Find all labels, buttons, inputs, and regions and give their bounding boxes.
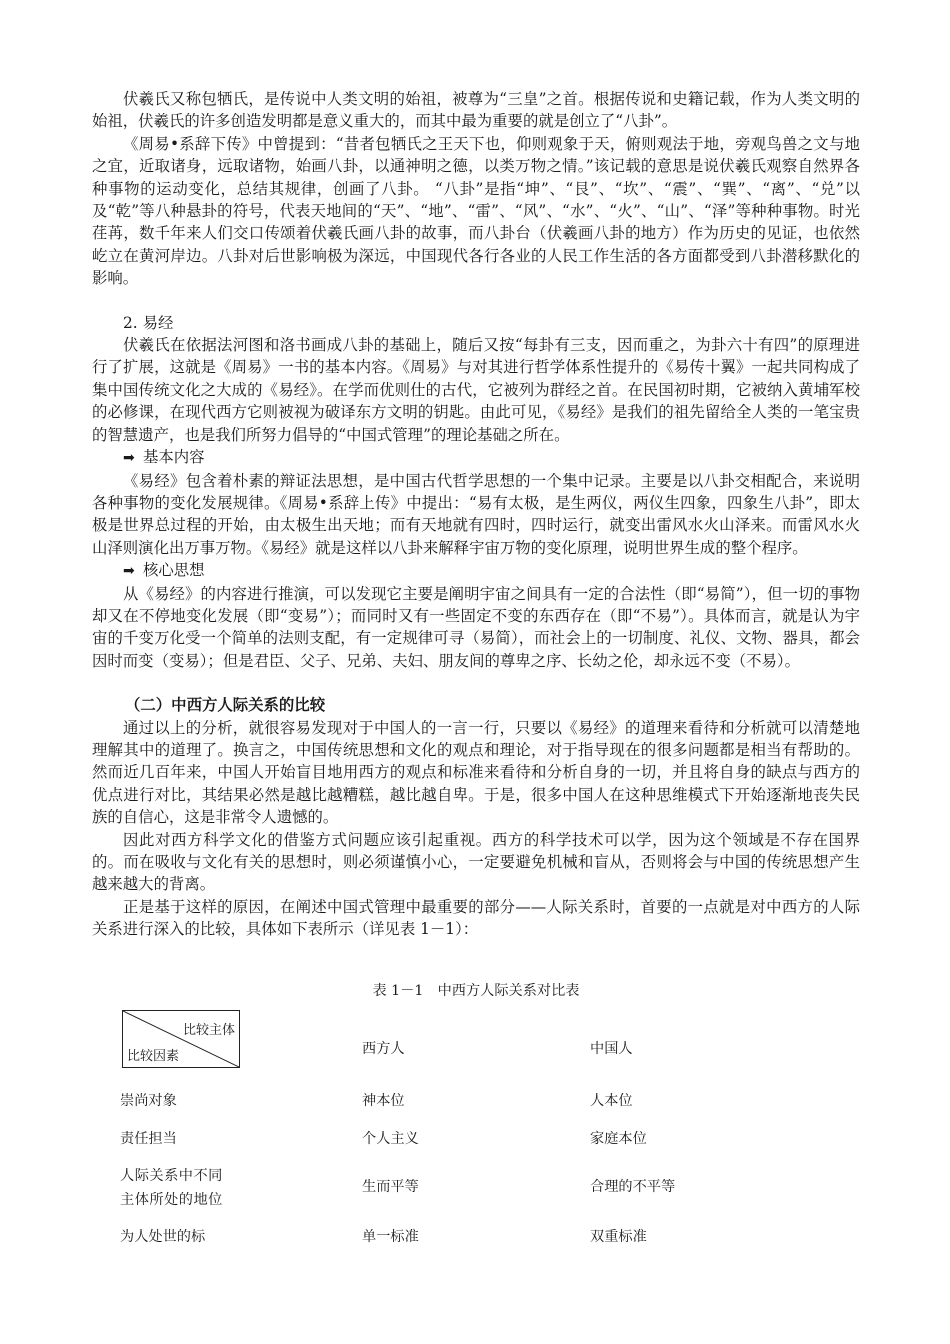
corner-factor-label: 比较因素 bbox=[127, 1049, 180, 1064]
column-header-china: 中国人 bbox=[590, 1041, 633, 1057]
row-china-value: 人本位 bbox=[590, 1093, 633, 1109]
row-china-value: 合理的不平等 bbox=[590, 1179, 676, 1195]
comparison-paragraph-3: 正是基于这样的原因，在阐述中国式管理中最重要的部分——人际关系时，首要的一点就是对中西方的人际关系进行深入的比较，具体如下表所示（详见表 1－1）： bbox=[92, 897, 860, 939]
corner-subject-label: 比较主体 bbox=[182, 1023, 235, 1038]
row-west-value: 个人主义 bbox=[362, 1131, 419, 1147]
row-west-value: 生而平等 bbox=[362, 1179, 419, 1195]
right-arrow-icon: ➡ bbox=[123, 563, 135, 580]
comparison-paragraph-1: 通过以上的分析，就很容易发现对于中国人的一言一行，只要以《易经》的道理来看待和分析就可以清楚地理解其中的道理了。换言之，中国传统思想和文化的观点和理论，对于指导现在的很多问题都是相当有帮助的。然而近几百年来，中国人开始盲目地用西方的观点和标准来看待和分析自身的一切，并且将自身的缺点与西方的优点进行对比，其结果必然是越比越糟糕，越比越自卑。于是，很多中国人在这种思维模式下开始逐渐地丧失民族的自信心，这是非常令人遗憾的。 bbox=[92, 718, 860, 827]
table-corner-header bbox=[122, 1010, 240, 1068]
core-thought-paragraph: 从《易经》的内容进行推演，可以发现它主要是阐明宇宙之间具有一定的合法性（即“易简”），但一切的事物却又在不停地变化发展（即“变易”）；而同时又有一些固定不变的东西存在（即“不易”）。具体而言，就是认为宇宙的千变万化受一个简单的法则支配，有一定规律可寻（易简），而社会上的一切制度、礼仪、文物、器具，都会因时而变（变易）；但是君臣、父子、兄弟、夫妇、朋友间的尊卑之序、长幼之伦，却永远不变（不易）。 bbox=[92, 584, 860, 670]
core-thought-heading bbox=[92, 559, 860, 582]
basic-content-heading bbox=[92, 446, 860, 469]
column-header-west: 西方人 bbox=[362, 1041, 405, 1057]
section-title-yijing: 2. 易经 bbox=[123, 313, 174, 332]
document-page bbox=[92, 88, 860, 1245]
basic-content-label: 基本内容 bbox=[143, 448, 205, 467]
right-arrow-icon: ➡ bbox=[123, 450, 135, 467]
row-factor: 崇尚对象 bbox=[120, 1093, 177, 1109]
section-title-comparison: （二）中西方人际关系的比较 bbox=[125, 696, 326, 715]
comparison-paragraph-2: 因此对西方科学文化的借鉴方式问题应该引起重视。西方的科学技术可以学，因为这个领域是不存在国界的。而在吸收与文化有关的思想时，则必须谨慎小心，一定要避免机械和盲从，否则将会与中国的传统思想产生越来越大的背离。 bbox=[92, 830, 860, 894]
table-caption: 表 1－1 中西方人际关系对比表 bbox=[372, 983, 580, 999]
yijing-paragraph: 伏羲氏在依据法河图和洛书画成八卦的基础上，随后又按“每卦有三支，因而重之，为卦六十有四”的原理进行了扩展，这就是《周易》一书的基本内容。《周易》与对其进行哲学体系性提升的《易传十翼》一起共同构成了集中国传统文化之大成的《易经》。在学而优则仕的古代，它被列为群经之首。在民国初时期，它被纳入黄埔军校的必修课，在现代西方它则被视为破译东方文明的钥匙。由此可见，《易经》是我们的祖先留给全人类的一笔宝贵的智慧遗产，也是我们所努力倡导的“中国式管理”的理论基础之所在。 bbox=[92, 336, 860, 444]
core-thought-label: 核心思想 bbox=[143, 561, 205, 580]
intro-paragraph-1: 伏羲氏又称包牺氏，是传说中人类文明的始祖，被尊为“三皇”之首。根据传说和史籍记载，作为人类文明的始祖，伏羲氏的许多创造发明都是意义重大的，而其中最为重要的就是创立了“八卦”。 bbox=[92, 90, 860, 131]
row-china-value: 双重标准 bbox=[590, 1229, 647, 1245]
row-west-value: 单一标准 bbox=[362, 1229, 419, 1245]
row-west-value: 神本位 bbox=[362, 1093, 405, 1109]
row-factor: 责任担当 bbox=[120, 1131, 177, 1147]
row-factor: 人际关系中不同主体所处的地位 bbox=[120, 1168, 223, 1208]
row-china-value: 家庭本位 bbox=[590, 1131, 647, 1147]
basic-content-paragraph: 《易经》包含着朴素的辩证法思想，是中国古代哲学思想的一个集中记录。主要是以八卦交相配合，来说明各种事物的变化发展规律。《周易•系辞上传》中提出：“易有太极，是生两仪，两仪生四象，四象生八卦”，即太极是世界总过程的开始，由太极生出天地；而有天地就有四时，四时运行，就变出雷风水火山泽来。而雷风水火山泽则演化出万事万物。《易经》就是这样以八卦来解释宇宙万物的变化原理，说明世界生成的整个程序。 bbox=[92, 471, 860, 557]
intro-paragraph-2: 《周易•系辞下传》中曾提到：“昔者包牺氏之王天下也，仰则观象于天，俯则观法于地，旁观鸟兽之文与地之宜，近取诸身，远取诸物，始画八卦，以通神明之德，以类万物之情。”该记载的意思是说伏羲氏观察自然界各种事物的运动变化，总结其规律，创画了八卦。 “八卦”是指“坤”、“艮”、“坎”、“震”、“巽”、“离”、“兑”以及“乾”等八种悬卦的符号，代表天地间的“天”、“地”、“雷”、“风”、“水”、“火”、“山”、“泽”等种种事物。时光荏苒，数千年来人们交口传颂着伏羲氏画八卦的故事，而八卦台（伏羲画八卦的地方）作为历史的见证，也依然屹立在黄河岸边。八卦对后世影响极为深远，中国现代各行各业的人民工作生活的各方面都受到八卦潜移默化的影响。 bbox=[92, 134, 860, 288]
row-factor: 为人处世的标 bbox=[120, 1229, 206, 1245]
